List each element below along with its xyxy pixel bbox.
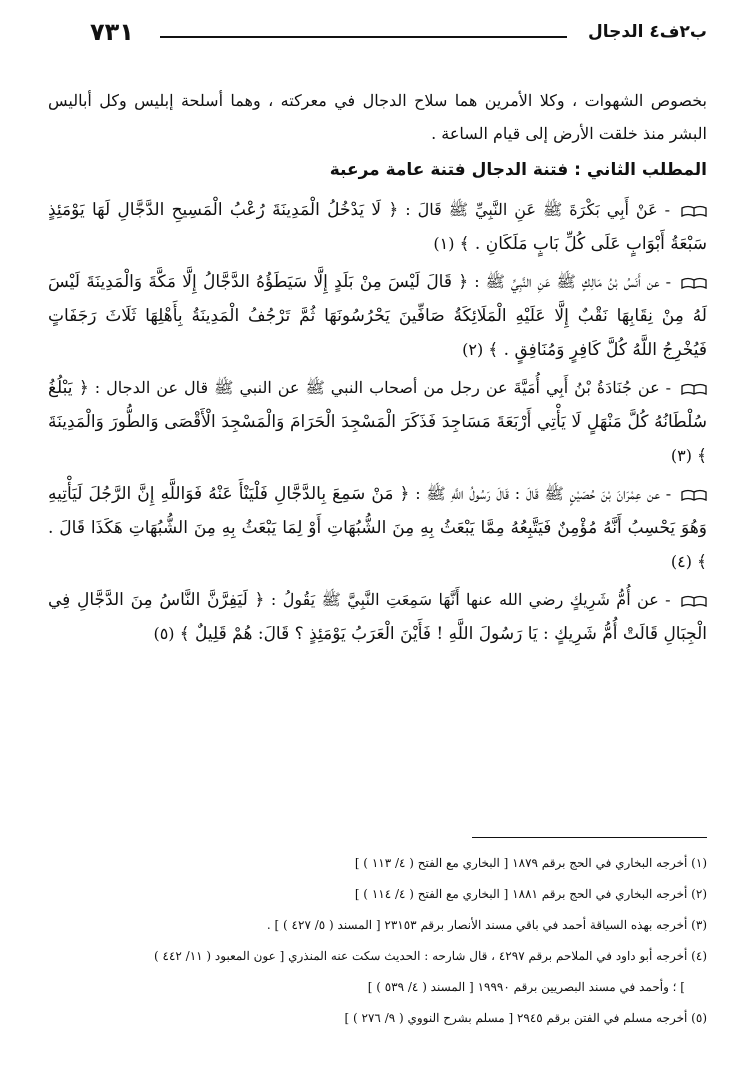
footnote-ref: (٢) <box>462 340 484 359</box>
hadith-narration: - عن أُمُّ شَرِيكٍ رضي الله عنها أَنَّهَا سَمِعَتِ النَّبِيَّ ﷺ يَقُولُ : <box>264 590 671 609</box>
hadith-5 <box>48 583 707 651</box>
chapter-title: ب٢ف٤ الدجال <box>588 22 707 42</box>
footnote-ref: (٣) <box>670 446 692 465</box>
footnote-1: (١) أخرجه البخاري في الحج برقم ١٨٧٩ [ البخاري مع الفتح ( ٤/ ١١٣ ) ] <box>354 856 707 870</box>
hadith-quote: ﴿ مَنْ سَمِعَ بِالدَّجَّالِ فَلْيَنْأَ عَنْهُ فَوَاللَّهِ إِنَّ الرَّجُلَ لَيَأْتِيهِ وَهُوَ يَحْسِبُ أَنَّهُ مُؤْمِنٌ فَيَتَّبِعُهُ مِمَّا يَبْعَثُ بِهِ مِنَ الشُّبُهَاتِ أَوْ لِمَا يَبْعَثُ بِهِ مِنَ الشُّبُهَاتِ هَكَذَا قَالَ . ﴾ <box>48 484 707 572</box>
footnote-divider <box>472 837 707 838</box>
footnote-ref: (١) <box>433 234 455 253</box>
footnotes <box>48 848 707 1034</box>
hadith-narration: - عن أَنَسُ بْنُ مَالِكٍ ﷺ عَنِ النَّبِيِّ ﷺ : <box>468 272 672 291</box>
footnote-ref: (٥) <box>153 624 175 643</box>
footnote-2: (٢) أخرجه البخاري في الحج برقم ١٨٨١ [ البخاري مع الفتح ( ٤/ ١١٤ ) ] <box>354 887 707 901</box>
hadith-3 <box>48 371 707 473</box>
open-book-icon <box>681 595 707 607</box>
intro-paragraph: بخصوص الشهوات ، وكلا الأمرين هما سلاح الدجال في معركته ، وهما أسلحة إبليس وكل أباليس البشر منذ خلقت الأرض إلى قيام الساعة . <box>48 91 707 143</box>
open-book-icon <box>681 205 707 217</box>
footnote-5: (٥) أخرجه مسلم في الفتن برقم ٢٩٤٥ [ مسلم بشرح النووي ( ٩/ ٢٧٦ ) ] <box>344 1011 707 1025</box>
hadith-narration: - عن جُنَادَةُ بْنُ أَبِي أُمَيَّةَ عن رجل من أصحاب النبي ﷺ عن النبي ﷺ قال عن الدجال : <box>88 378 672 397</box>
hadith-quote: ﴿ يَبْلُغُ سُلْطَانُهُ كُلَّ مَنْهَلٍ لَا يَأْتِي أَرْبَعَةَ مَسَاجِدَ فَذَكَرَ الْمَسْجِدَ الْحَرَامَ وَالْمَسْجِدَ الْأَقْصَى وَالطُّورَ وَالْمَدِينَةَ ﴾ <box>48 378 707 466</box>
open-book-icon <box>681 489 707 501</box>
open-book-icon <box>681 383 707 395</box>
hadith-narration: - عن عِمْرَانَ بْنَ حُصَيْنٍ ﷺ قَالَ : قَالَ رَسُولُ اللَّهِ ﷺ : <box>409 484 672 503</box>
open-book-icon <box>681 277 707 289</box>
hadith-narration: - عَنْ أَبِي بَكْرَةَ ﷺ عَنِ النَّبِيِّ ﷺ قَالَ : <box>398 200 671 219</box>
page-number: ٧٣١ <box>90 18 134 46</box>
footnote-4-continued: ] ؛ وأحمد في مسند البصريين برقم ١٩٩٩٠ [ المسند ( ٤/ ٥٣٩ ) ] <box>367 980 685 994</box>
page-header <box>90 18 707 52</box>
hadith-quote: ﴿ قَالَ لَيْسَ مِنْ بَلَدٍ إِلَّا سَيَطَؤُهُ الدَّجَّالُ إِلَّا مَكَّةَ وَالْمَدِينَةَ لَيْسَ لَهُ مِنْ نِقَابِهَا نَقْبٌ إِلَّا عَلَيْهِ الْمَلَائِكَةُ صَافِّينَ يَحْرُسُونَهَا ثُمَّ تَرْجُفُ الْمَدِينَةُ بِأَهْلِهَا ثَلَاثَ رَجَفَاتٍ فَيُخْرِجُ اللَّهُ كُلَّ كَافِرٍ وَمُنَافِقٍ . ﴾ <box>48 272 707 360</box>
hadith-quote: ﴿ لَا يَدْخُلُ الْمَدِينَةَ رُعْبُ الْمَسِيحِ الدَّجَّالِ لَهَا يَوْمَئِذٍ سَبْعَةُ أَبْوَابٍ عَلَى كُلِّ بَابٍ مَلَكَانِ . ﴾ <box>48 200 707 254</box>
footnote-3: (٣) أخرجه بهذه السياقة أحمد في باقي مسند الأنصار برقم ٢٣١٥٣ [ المسند ( ٥/ ٤٢٧ ) ] . <box>266 918 707 932</box>
hadith-quote: ﴿ لَيَفِرَّنَّ النَّاسُ مِنَ الدَّجَّالِ فِي الْجِبَالِ قَالَتْ أُمُّ شَرِيكٍ : يَا رَسُولَ اللَّهِ ! فَأَيْنَ الْعَرَبُ يَوْمَئِذٍ ؟ قَالَ: هُمْ قَلِيلٌ ﴾ <box>48 590 707 644</box>
footnote-4: (٤) أخرجه أبو داود في الملاحم برقم ٤٢٩٧ ، قال شارحه : الحديث سكت عنه المنذري [ عون المعبود ( ١١/ ٤٤٢ ) <box>154 949 707 963</box>
footnote-ref: (٤) <box>670 552 692 571</box>
main-text <box>48 84 707 655</box>
hadith-1 <box>48 193 707 261</box>
hadith-4 <box>48 477 707 579</box>
header-rule <box>160 36 567 38</box>
hadith-2 <box>48 265 707 367</box>
section-heading: المطلب الثاني : فتنة الدجال فتنة عامة مرعبة <box>329 160 707 180</box>
